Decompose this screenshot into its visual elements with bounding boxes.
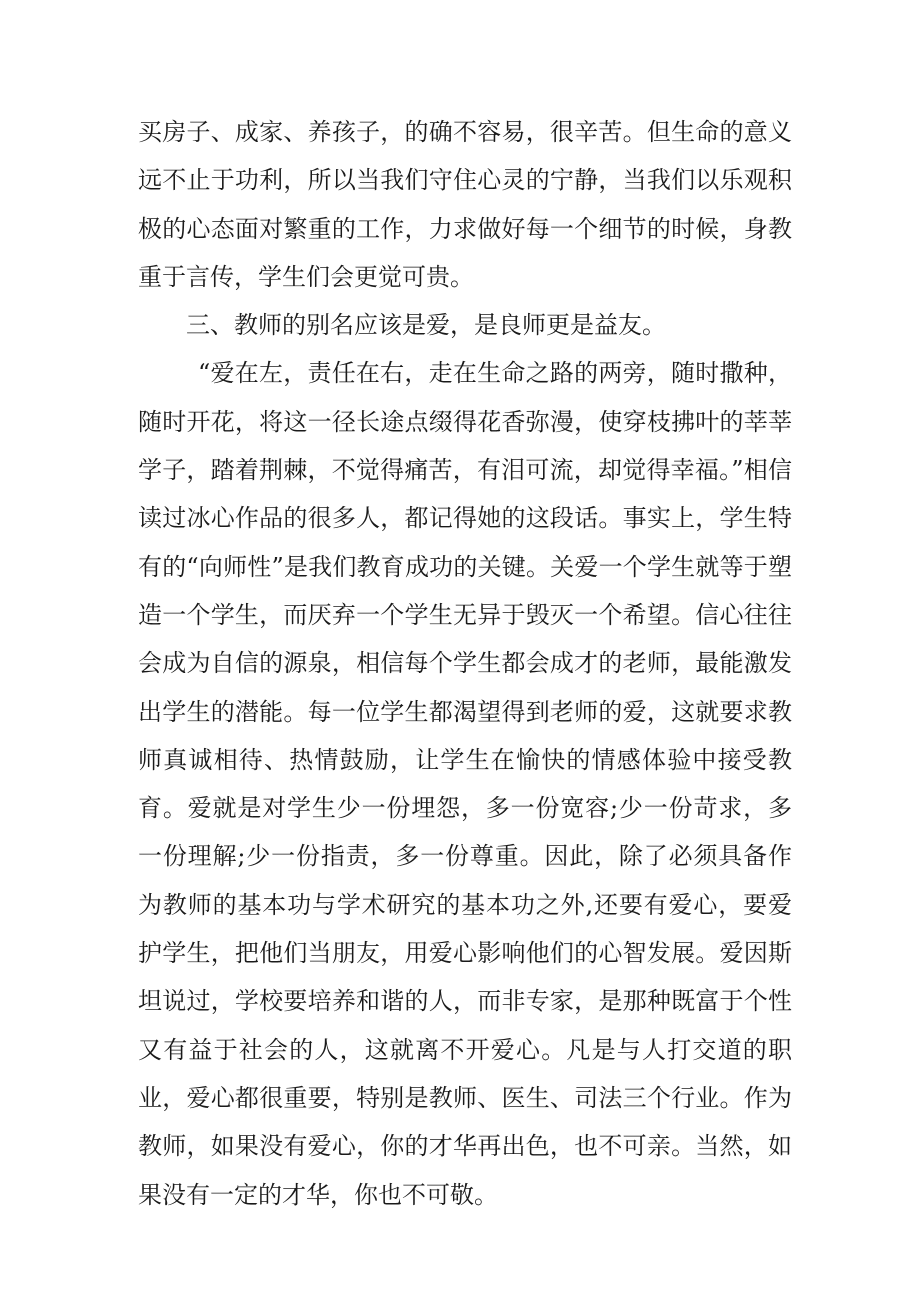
paragraph-continuation: 买房子、成家、养孩子，的确不容易，很辛苦。但生命的意义远不止于功利，所以当我们守住心灵的宁静，当我们以乐观积极的心态面对繁重的工作，力求做好每一个细节的时候，身教重于言传，学生们会更觉可贵。 bbox=[138, 118, 792, 291]
section-heading: 三、教师的别名应该是爱，是良师更是益友。 bbox=[186, 311, 666, 340]
document-body bbox=[138, 108, 792, 1219]
paragraph-quote: “爱在左，责任在右，走在生命之路的两旁，随时撒种，随时开花，将这一径长途点缀得花香弥漫，使穿枝拂叶的莘莘学子，踏着荆棘，不觉得痛苦，有泪可流，却觉得幸福。”相信读过冰心作品的很多人，都记得她的这段话。事实上，学生特有的“向师性”是我们教育成功的关键。关爱一个学生就等于塑造一个学生，而厌弃一个学生无异于毁灭一个希望。信心往往会成为自信的源泉，相信每个学生都会成才的老师，最能激发出学生的潜能。每一位学生都渴望得到老师的爱，这就要求教师真诚相待、热情鼓励，让学生在愉快的情感体验中接受教育。爱就是对学生少一份埋怨，多一份宽容;少一份苛求，多一份理解;少一份指责，多一份尊重。因此，除了必须具备作为教师的基本功与学术研究的基本功之外,还要有爱心，要爱护学生，把他们当朋友，用爱心影响他们的心智发展。爱因斯坦说过，学校要培养和谐的人，而非专家，是那种既富于个性又有益于社会的人，这就离不开爱心。凡是与人打交道的职业，爱心都很重要，特别是教师、医生、司法三个行业。作为教师，如果没有爱心，你的才华再出色，也不可亲。当然，如果没有一定的才华，你也不可敬。 bbox=[138, 359, 792, 1209]
